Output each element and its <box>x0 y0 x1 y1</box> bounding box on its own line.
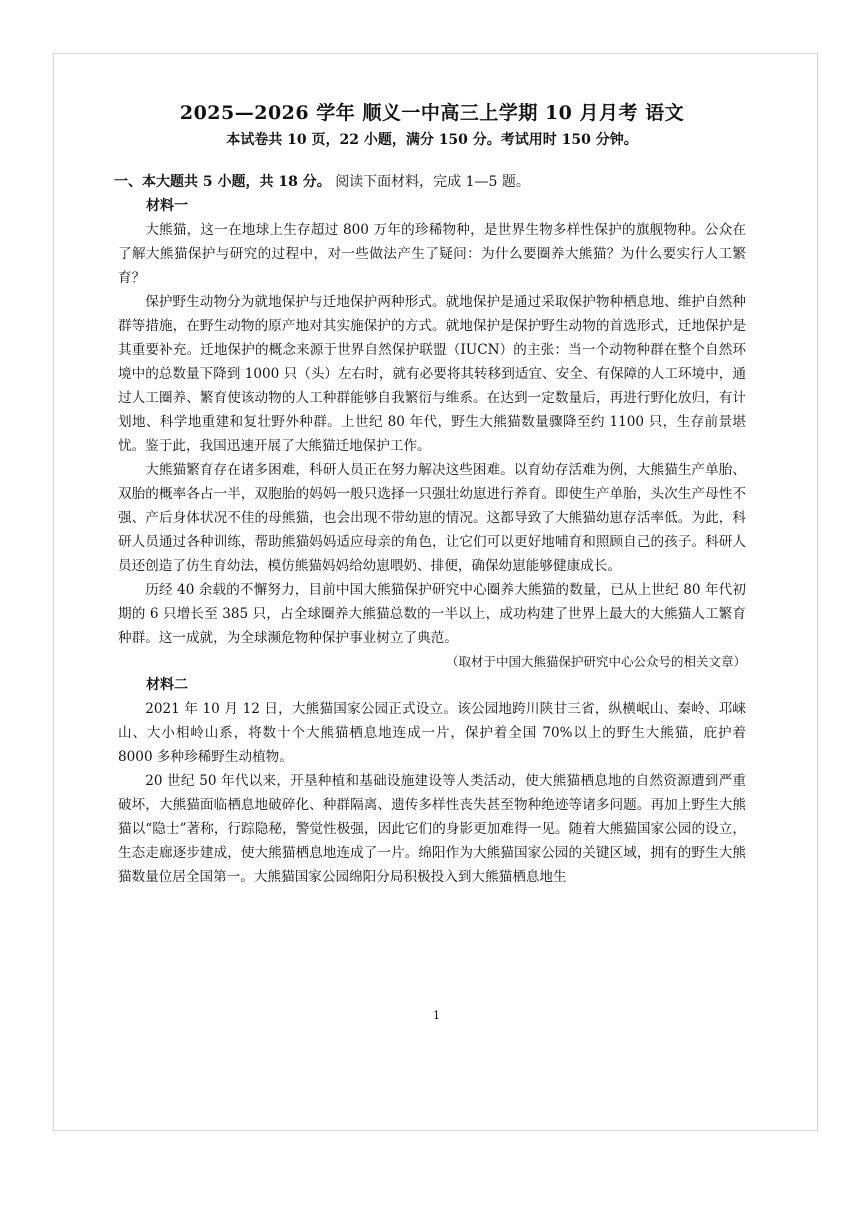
material-2-paragraph: 20 世纪 50 年代以来，开垦种植和基础设施建设等人类活动，使大熊猫栖息地的自然资源遭到严重破坏，大熊猫面临栖息地破碎化、种群隔离、遗传多样性丧失甚至物种绝迹等诸多问题。再加上野生大熊猫以“隐士”著称，行踪隐秘，警觉性极强，因此它们的身影更加难得一见。随着大熊猫国家公园的设立，生态走廊逐步建成，使大熊猫栖息地连成了一片。绵阳作为大熊猫国家公园的关键区域，拥有的野生大熊猫数量位居全国第一。大熊猫国家公园绵阳分局积极投入到大熊猫栖息地生 <box>118 773 746 885</box>
page-number: 1 <box>433 1009 440 1022</box>
material-1-paragraph: 大熊猫，这一在地球上生存超过 800 万年的珍稀物种，是世界生物多样性保护的旗舰物种。公众在了解大熊猫保护与研究的过程中，对一些做法产生了疑问：为什么要圈养大熊猫？为什么要实行人工繁育？ <box>118 222 746 286</box>
material-2-paragraph: 2021 年 10 月 12 日，大熊猫国家公园正式设立。该公园地跨川陕甘三省，纵横岷山、秦岭、邛崃山、大小相岭山系，将数十个大熊猫栖息地连成一片，保护着全国 70%以上的野生大熊猫，庇护着 8000 多种珍稀野生动植物。 <box>118 701 746 765</box>
material-1-paragraph: 大熊猫繁育存在诸多困难，科研人员正在努力解决这些困难。以育幼存活难为例，大熊猫生产单胎、双胎的概率各占一半，双胞胎的妈妈一般只选择一只强壮幼崽进行养育。即使生产单胎，头次生产母性不强、产后身体状况不佳的母熊猫，也会出现不带幼崽的情况。这都导致了大熊猫幼崽存活率低。为此，科研人员通过各种训练，帮助熊猫妈妈适应母亲的角色，让它们可以更好地哺育和照顾自己的孩子。科研人员还创造了仿生育幼法，模仿熊猫妈妈给幼崽喂奶、排便，确保幼崽能够健康成长。 <box>118 462 746 574</box>
material-1-source: （取材于中国大熊猫保护研究中心公众号的相关文章） <box>445 654 746 669</box>
section-1-title: 一、本大题共 5 小题，共 18 分。 <box>114 174 331 190</box>
material-1-label: 材料一 <box>146 198 188 214</box>
material-1-paragraph: 历经 40 余载的不懈努力，目前中国大熊猫保护研究中心圈养大熊猫的数量，已从上世纪 80 年代初期的 6 只增长至 385 只，占全球圈养大熊猫总数的一半以上，成功构建了世界上最大的大熊猫人工繁育种群。这一成就，为全球濒危物种保护事业树立了典范。 <box>118 582 746 646</box>
page-content <box>114 98 746 889</box>
section-heading <box>114 171 746 193</box>
section-1-instruction: 阅读下面材料，完成 1—5 题。 <box>335 174 530 190</box>
exam-title: 2025—2026 学年 顺义一中高三上学期 10 月月考 语文 <box>179 102 685 124</box>
material-2-label: 材料二 <box>146 677 188 693</box>
exam-page <box>53 53 818 1131</box>
exam-subtitle: 本试卷共 10 页，22 小题，满分 150 分。考试用时 150 分钟。 <box>226 132 638 148</box>
material-1-paragraph: 保护野生动物分为就地保护与迁地保护两种形式。就地保护是通过采取保护物种栖息地、维护自然种群等措施，在野生动物的原产地对其实施保护的方式。就地保护是保护野生动物的首选形式，迁地保护是其重要补充。迁地保护的概念来源于世界自然保护联盟（IUCN）的主张：当一个动物种群在整个自然环境中的总数量下降到 1000 只（头）左右时，就有必要将其转移到适宜、安全、有保障的人工环境中，通过人工圈养、繁育使该动物的人工种群能够自我繁衍与维系。在达到一定数量后，再进行野化放归，有计划地、科学地重建和复壮野外种群。上世纪 80 年代，野生大熊猫数量骤降至约 1100 只，生存前景堪忧。鉴于此，我国迅速开展了大熊猫迁地保护工作。 <box>118 294 746 454</box>
